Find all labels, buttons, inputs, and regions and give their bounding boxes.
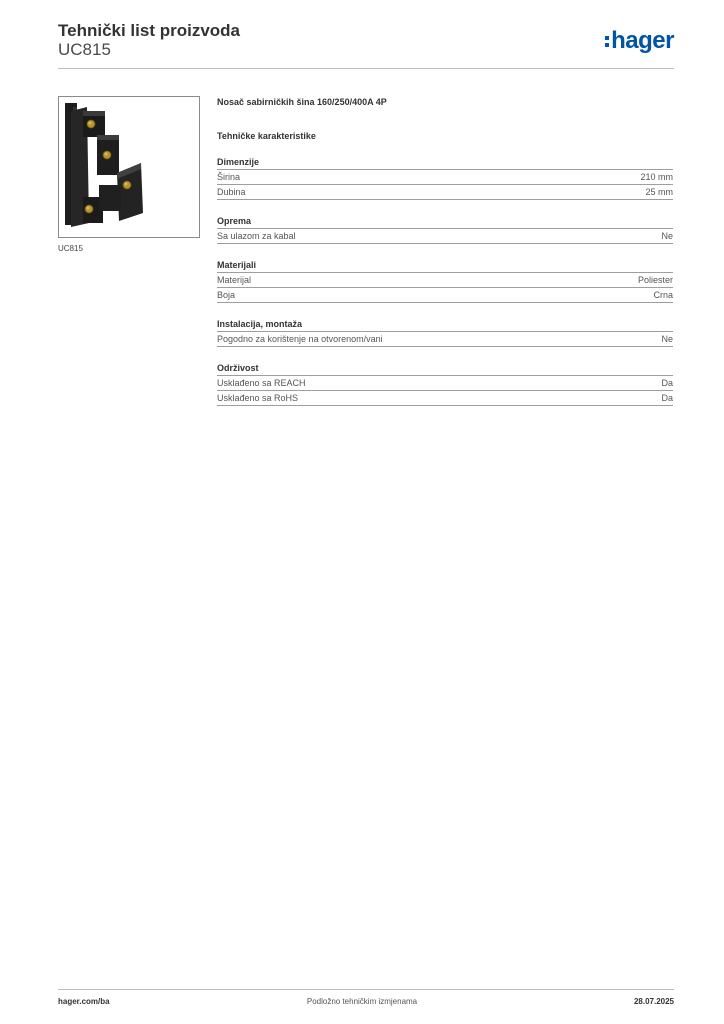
spec-label: Sa ulazom za kabal <box>217 231 296 241</box>
spec-label: Materijal <box>217 275 252 285</box>
image-caption: UC815 <box>58 244 83 253</box>
spec-value: Da <box>661 378 673 388</box>
spec-value: Da <box>661 393 673 403</box>
group-title: Oprema <box>217 215 673 229</box>
group-odrzivost <box>217 362 673 406</box>
spec-value: Poliester <box>637 275 673 285</box>
group-title: Materijali <box>217 259 673 273</box>
group-title: Održivost <box>217 362 673 376</box>
product-description: Nosač sabirničkih šina 160/250/400A 4P <box>217 97 387 107</box>
technical-content <box>217 96 673 406</box>
spec-label: Boja <box>217 290 236 300</box>
group-instalacija <box>217 318 673 347</box>
spec-row <box>217 391 673 406</box>
spec-label: Usklađeno sa REACH <box>217 378 306 388</box>
logo-text: hager <box>611 27 674 54</box>
group-title: Instalacija, montaža <box>217 318 673 332</box>
spec-value: Ne <box>661 231 673 241</box>
spec-row <box>217 229 673 244</box>
spec-row <box>217 332 673 347</box>
group-dimenzije <box>217 156 673 200</box>
busbar-support-illustration-icon <box>59 97 199 237</box>
spec-row <box>217 185 673 200</box>
spec-value: 210 mm <box>640 172 673 182</box>
spec-label: Pogodno za korištenje na otvorenom/vani <box>217 334 383 344</box>
footer-date: 28.07.2025 <box>633 997 674 1006</box>
group-title: Dimenzije <box>217 156 673 170</box>
document-title: Tehnički list proizvoda <box>58 21 240 40</box>
group-oprema <box>217 215 673 244</box>
header-divider <box>58 68 674 69</box>
logo-dots-icon <box>605 36 609 47</box>
spec-label: Usklađeno sa RoHS <box>217 393 299 403</box>
spec-value: Ne <box>661 334 673 344</box>
page-header <box>58 20 674 70</box>
spec-row <box>217 273 673 288</box>
footer-notice: Podložno tehničkim izmjenama <box>306 997 418 1006</box>
hager-logo <box>605 27 674 55</box>
spec-label: Dubina <box>217 187 246 197</box>
spec-row <box>217 170 673 185</box>
spec-row <box>217 376 673 391</box>
product-code: UC815 <box>58 40 111 59</box>
product-image <box>58 96 200 238</box>
spec-value: Crna <box>653 290 673 300</box>
group-materijali <box>217 259 673 303</box>
section-heading: Tehničke karakteristike <box>217 131 316 141</box>
footer-divider <box>58 989 674 990</box>
spec-row <box>217 288 673 303</box>
footer-website: hager.com/ba <box>58 997 110 1006</box>
spec-label: Širina <box>217 172 241 182</box>
spec-value: 25 mm <box>645 187 673 197</box>
